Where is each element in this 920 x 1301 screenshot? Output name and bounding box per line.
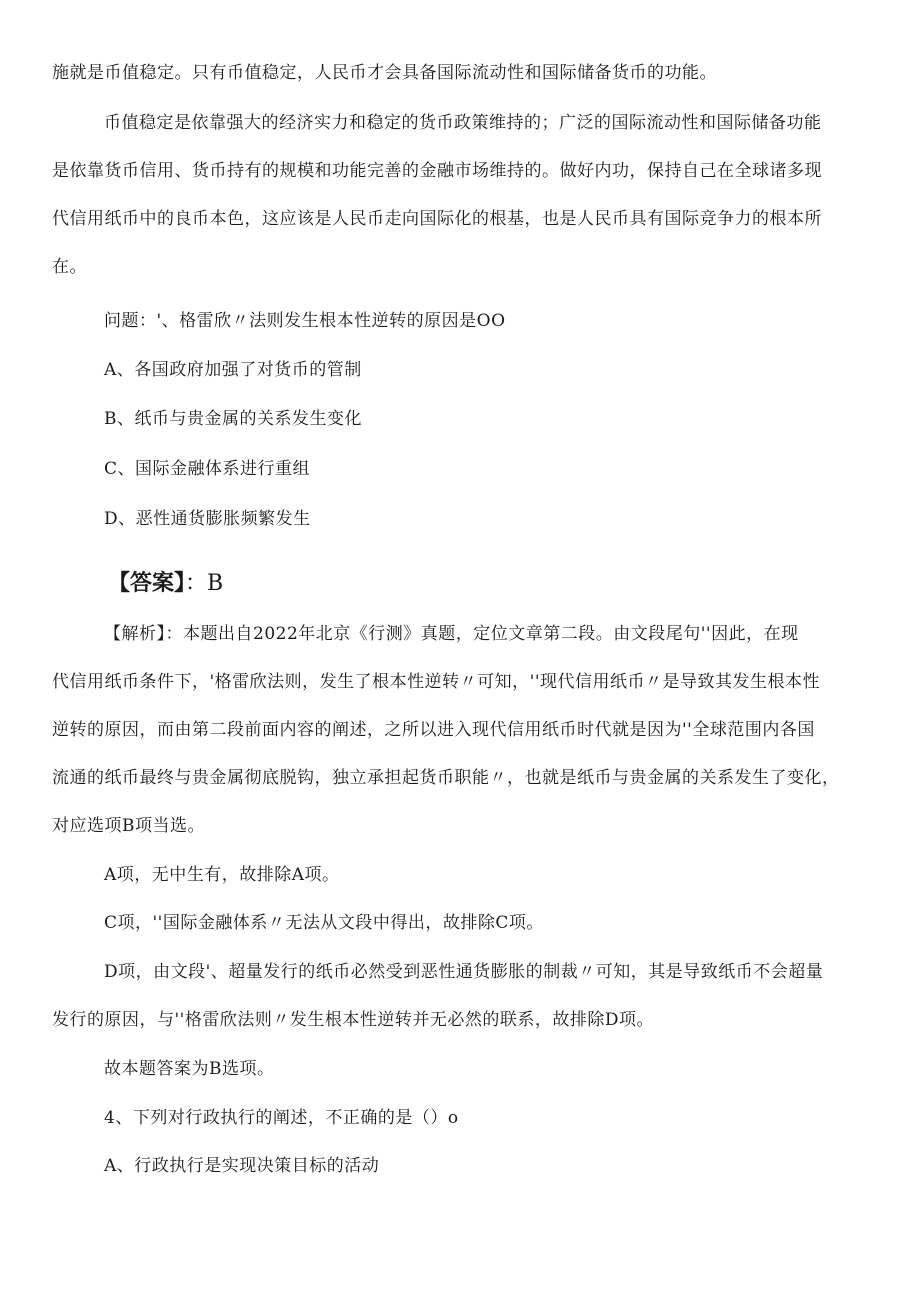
analysis-option-d-line1: D项，由文段'、超量发行的纸币必然受到恶性通货膨胀的制裁〃可知，其是导致纸币不会超量 — [104, 962, 824, 982]
question4-option-a: A、行政执行是实现决策目标的活动 — [104, 1156, 380, 1176]
analysis-line1: 【解析】：本题出自2022年北京《行测》真题，定位文章第二段。由文段尾句''因此，在现 — [104, 624, 799, 644]
paragraph2-line2: 是依靠货币信用、货币持有的规模和功能完善的金融市场维持的。做好内功，保持自己在全球诸多现 — [52, 161, 822, 181]
analysis-option-a: A项，无中生有，故排除A项。 — [104, 865, 340, 885]
paragraph2-line1: 币值稳定是依靠强大的经济实力和稳定的货币政策维持的；广泛的国际流动性和国际储备功能 — [104, 113, 822, 133]
paragraph1-line1: 施就是币值稳定。只有币值稳定，人民币才会具备国际流动性和国际储备货币的功能。 — [52, 63, 717, 83]
paragraph2-line4: 在。 — [52, 257, 87, 277]
analysis-line2: 代信用纸币条件下，'格雷欣法则，发生了根本性逆转〃可知，''现代信用纸币〃是导致其发生根本性 — [52, 672, 821, 692]
analysis-conclusion: 故本题答案为B选项。 — [104, 1059, 275, 1079]
answer-line — [108, 570, 223, 598]
analysis-line5: 对应选项B项当选。 — [52, 816, 205, 836]
analysis-line4: 流通的纸币最终与贵金属彻底脱钩，独立承担起货币职能〃，也就是纸币与贵金属的关系发生了变化， — [52, 768, 840, 788]
analysis-option-c: C项，''国际金融体系〃无法从文段中得出，故排除C项。 — [104, 913, 544, 933]
question3-option-b: B、纸币与贵金属的关系发生变化 — [104, 409, 362, 429]
analysis-line3: 逆转的原因，而由第二段前面内容的阐述，之所以进入现代信用纸币时代就是因为''全球范围内各国 — [52, 720, 815, 740]
answer-label: 【答案】 — [108, 571, 186, 596]
answer-value: ：B — [185, 571, 224, 596]
question3-option-c: C、国际金融体系进行重组 — [104, 459, 311, 479]
question3-stem: 问题：'、格雷欣〃法则发生根本性逆转的原因是OO — [104, 311, 506, 331]
question4-stem: 4、下列对行政执行的阐述，不正确的是（）o — [104, 1108, 459, 1128]
question3-option-d: D、恶性通货膨胀频繁发生 — [104, 509, 311, 529]
analysis-option-d-line2: 发行的原因，与''格雷欣法则〃发生根本性逆转并无必然的联系，故排除D项。 — [52, 1010, 654, 1030]
question3-option-a: A、各国政府加强了对货币的管制 — [104, 360, 362, 380]
paragraph2-line3: 代信用纸币中的良币本色，这应该是人民币走向国际化的根基，也是人民币具有国际竞争力的根本所 — [52, 209, 822, 229]
